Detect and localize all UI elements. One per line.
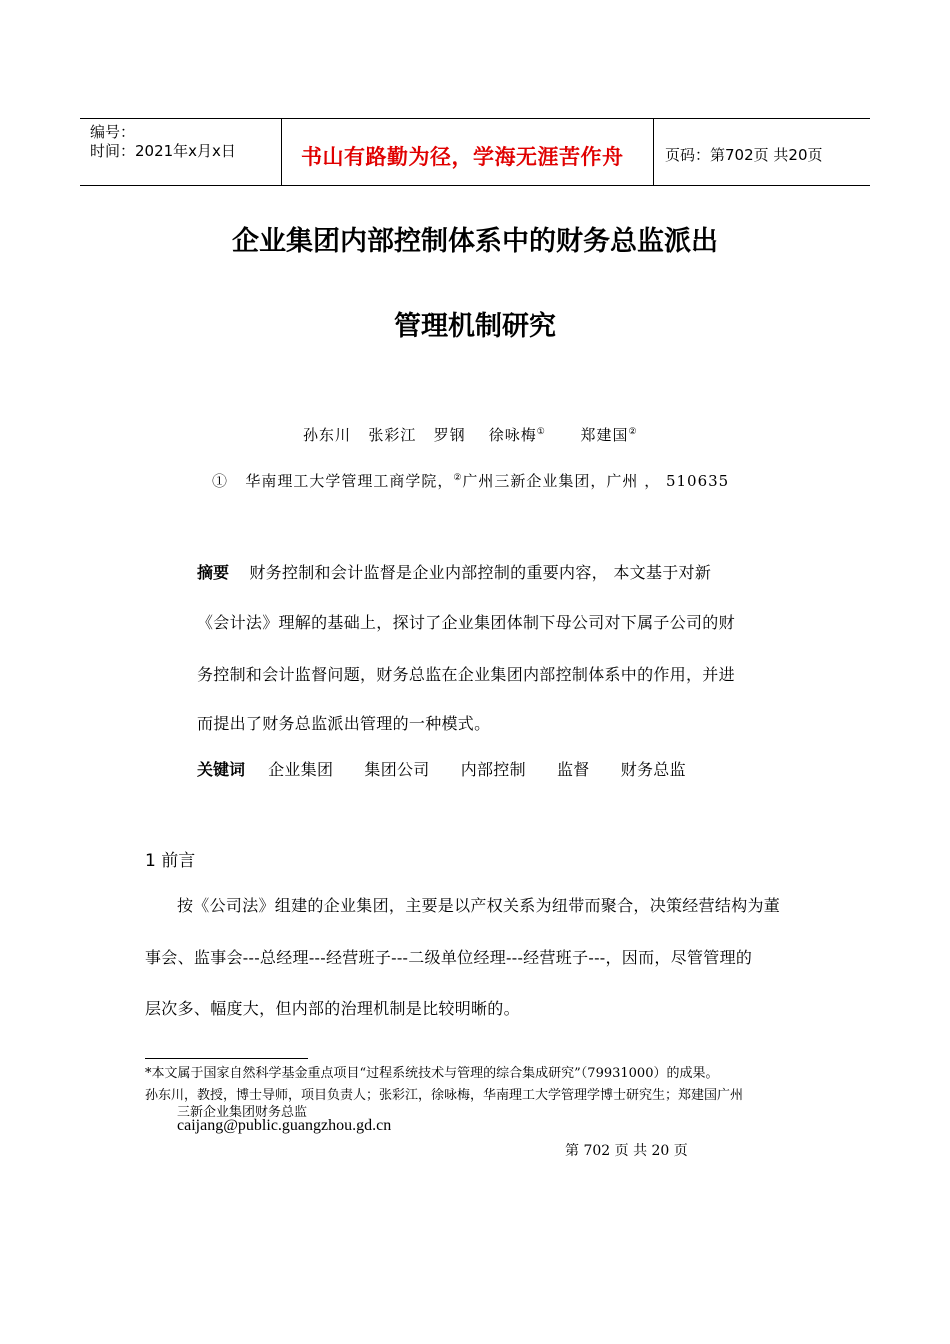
abstract-line: 务控制和会计监督问题，财务总监在企业集团内部控制体系中的作用，并进 bbox=[197, 665, 735, 684]
page-number: 第 702 页 共 20 页 bbox=[565, 1143, 688, 1159]
paragraph-line: 按《公司法》组建的企业集团，主要是以产权关系为纽带而聚合，决策经营结构为董 bbox=[177, 896, 781, 915]
header-motto: 书山有路勤为径，学海无涯苦作舟 bbox=[301, 145, 624, 169]
keyword: 内部控制 bbox=[460, 760, 526, 779]
author-name: 郑建国 bbox=[580, 426, 629, 444]
abstract-label: 摘要 bbox=[197, 563, 230, 582]
document-time: 时间：2021年x月x日 bbox=[90, 142, 236, 160]
affiliation-marker: ② bbox=[453, 473, 463, 483]
author-name: 罗钢 bbox=[433, 426, 466, 444]
abstract-line: 而提出了财务总监派出管理的一种模式。 bbox=[197, 714, 491, 733]
author-name: 徐咏梅 bbox=[488, 426, 537, 444]
abstract-line: 《会计法》理解的基础上，探讨了企业集团体制下母公司对下属子公司的财 bbox=[197, 613, 735, 632]
header-page-info: 页码：第702页 共20页 bbox=[665, 146, 823, 164]
document-number-label: 编号： bbox=[90, 123, 136, 141]
abstract-text: 财务控制和会计监督是企业内部控制的重要内容， 本文基于对新 bbox=[249, 563, 712, 582]
paragraph-line: 事会、监事会---总经理---经营班子---二级单位经理---经营班子---，因而，尽管管理的 bbox=[145, 948, 753, 967]
affiliation-line bbox=[212, 470, 729, 491]
author-list bbox=[303, 424, 638, 445]
contact-email: caijang@public.guangzhou.gd.cn bbox=[177, 1117, 392, 1134]
paragraph-line: 层次多、幅度大，但内部的治理机制是比较明晰的。 bbox=[145, 999, 520, 1018]
affiliation-text: 广州三新企业集团，广州 ， 510635 bbox=[462, 472, 730, 490]
footnote-separator bbox=[145, 1058, 308, 1059]
section-heading: 1 前言 bbox=[145, 851, 196, 871]
keywords-label: 关键词 bbox=[197, 760, 246, 779]
keywords-line bbox=[197, 757, 712, 780]
header-bottom-rule bbox=[80, 185, 870, 186]
affiliation-marker: ② bbox=[628, 427, 638, 437]
affiliation-marker: ① bbox=[212, 472, 229, 490]
footnote-line: 三新企业集团财务总监 bbox=[177, 1105, 308, 1120]
paper-title-line-1: 企业集团内部控制体系中的财务总监派出 bbox=[232, 226, 718, 257]
footnote-line: 孙东川，教授，博士导师，项目负责人；张彩江，徐咏梅，华南理工大学管理学博士研究生；郑建国广州 bbox=[145, 1088, 744, 1103]
keyword: 企业集团 bbox=[268, 760, 334, 779]
keyword: 财务总监 bbox=[620, 760, 686, 779]
author-name: 张彩江 bbox=[368, 426, 417, 444]
footnote-line: *本文属于国家自然科学基金重点项目“过程系统技术与管理的综合集成研究”（79931000）的成果。 bbox=[145, 1066, 719, 1081]
abstract-line bbox=[197, 560, 711, 583]
keyword: 集团公司 bbox=[364, 760, 430, 779]
paper-title-line-2: 管理机制研究 bbox=[394, 311, 556, 342]
affiliation-marker: ① bbox=[536, 427, 546, 437]
author-name: 孙东川 bbox=[303, 426, 352, 444]
affiliation-text: 华南理工大学管理工商学院， bbox=[245, 472, 454, 490]
keyword: 监督 bbox=[557, 760, 590, 779]
